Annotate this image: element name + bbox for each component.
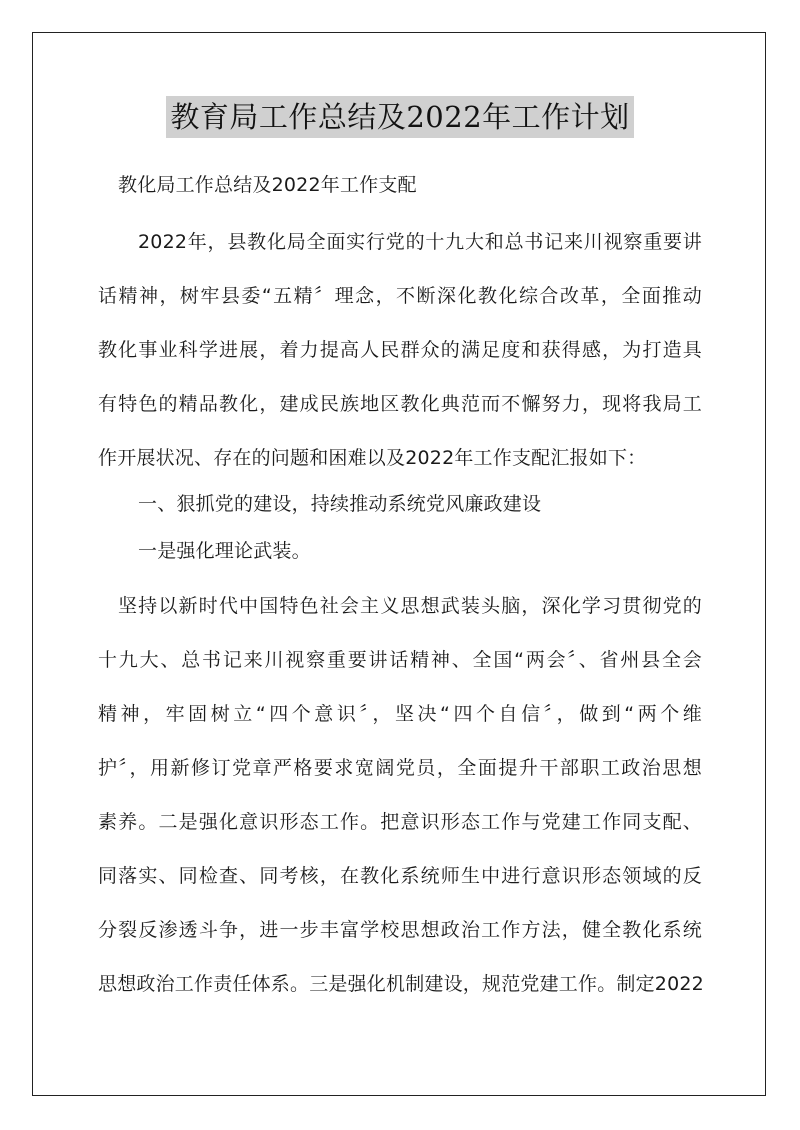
- paragraph-line: 话精神，树牢县委“五精〞理念，不断深化教化综合改革，全面推动: [98, 285, 702, 307]
- title-container: [0, 96, 800, 138]
- paragraph-line: 坚持以新时代中国特色社会主义思想武装头脑，深化学习贯彻党的: [118, 595, 702, 617]
- paragraph-line: 精神，牢固树立“四个意识〞，坚决“四个自信〞，做到“两个维: [98, 703, 702, 725]
- subsection-heading: 一是强化理论武装。: [138, 540, 311, 562]
- paragraph-line: 作开展状况、存在的问题和困难以及2022年工作支配汇报如下：: [98, 447, 647, 469]
- paragraph-line: 素养。二是强化意识形态工作。把意识形态工作与党建工作同支配、: [98, 811, 702, 833]
- paragraph-line: 有特色的精品教化，建成民族地区教化典范而不懈努力，现将我局工: [98, 393, 702, 415]
- paragraph-line: 同落实、同检查、同考核，在教化系统师生中进行意识形态领域的反: [98, 865, 702, 887]
- paragraph-line: 十九大、总书记来川视察重要讲话精神、全国“两会〞、省州县全会: [98, 649, 702, 671]
- page-title: 教育局工作总结及2022年工作计划: [166, 96, 633, 138]
- paragraph-line: 思想政治工作责任体系。三是强化机制建设，规范党建工作。制定2022: [98, 973, 704, 995]
- paragraph-line: 教化事业科学进展，着力提高人民群众的满足度和获得感，为打造具: [98, 339, 702, 361]
- paragraph-line: 分裂反渗透斗争，进一步丰富学校思想政治工作方法，健全教化系统: [98, 919, 702, 941]
- paragraph-line: 护〞，用新修订党章严格要求宽阔党员，全面提升干部职工政治思想: [98, 757, 702, 779]
- paragraph-line: 2022年，县教化局全面实行党的十九大和总书记来川视察重要讲: [138, 231, 702, 253]
- section-heading: 一、狠抓党的建设，持续推动系统党风廉政建设: [138, 493, 542, 515]
- document-subtitle: 教化局工作总结及2022年工作支配: [118, 174, 417, 196]
